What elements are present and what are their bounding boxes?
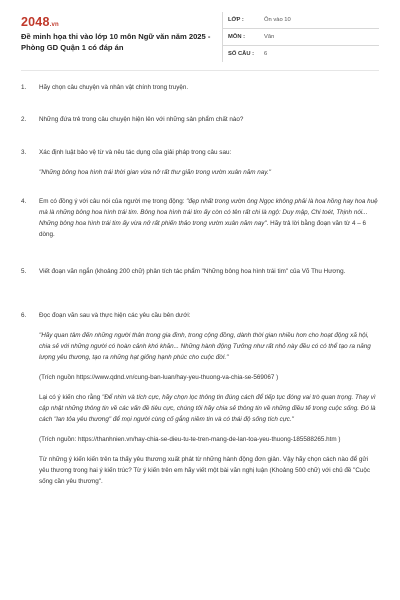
meta-value: Văn (264, 34, 275, 40)
question-number: 3. (21, 149, 27, 156)
question-prompt: Viết đoạn văn ngắn (khoảng 200 chữ) phân tích tác phẩm "Những bông hoa hình trái tim" của Võ Thu Hương. (39, 268, 346, 275)
question-text (39, 147, 379, 178)
question-prompt: Xác định luật bảo vệ từ và nêu tác dụng của giải pháp trong câu sau: (39, 149, 232, 156)
question-prompt (39, 196, 379, 240)
meta-row-count (223, 46, 379, 62)
essay-prompt: Từ những ý kiến kiến trên ta thấy yêu thương xuất phát từ những hành động đơn giản. Vậy hãy chọn cách nào để gửi yêu thương trong hai ý kiến trúc? Từ ý kiến trên em hãy viết một bài văn nghị luận (Khoảng 500 chữ) với chủ đề "Cuộc sống cần yêu thương". (39, 456, 371, 485)
meta-key: LỚP : (228, 17, 244, 23)
question-prompt: Những đứa trẻ trong câu chuyện hiện lên với những sản phẩm chất nào? (39, 116, 244, 123)
question-number: 2. (21, 116, 27, 123)
meta-value: 6 (264, 51, 268, 57)
document-title: Đề minh họa thi vào lớp 10 môn Ngữ văn năm 2025 - Phòng GD Quận 1 có đáp án (21, 32, 211, 52)
prompt-quote: "đẹp nhất trong vườn ông Ngọc không phải là hoa hồng hay hoa huệ mà là những bông hoa hình trái tim. Bông hoa hình trái tim ấy còn có tên rất chi là ngộ: Duy mập, Chi toét, Thịnh nói... Những bông hoa hình trái tim ấy vừa nở rất phiến thảo trong vườn xuân năm nay" (39, 198, 378, 227)
site-logo[interactable] (21, 15, 59, 32)
passage-source-1: (Trích nguồn https://www.qdnd.vn/cung-ban-luan/hay-yeu-thuong-va-chia-se-569067 ) (39, 374, 279, 381)
question-text (39, 310, 379, 487)
question-text (39, 114, 379, 125)
passage-quote-1: "Hãy quan tâm đến những người thân trong gia đình, trong cộng đồng, dành thời gian nhiều hơn cho hoạt động xã hội, chia sẻ với những người có hoàn cảnh khó khăn... Những hành động Tưởng như rất nhỏ này đều có có thể tạo ra năng lượng yêu thương, tạo ra những hạt giống hạnh phúc cho cuộc đời." (39, 332, 371, 361)
meta-value: Ôn vào 10 (264, 17, 291, 23)
prompt-end: . Hãy trả lời bằng đoạn văn từ 4 – 6 dòng. (39, 220, 367, 238)
question-number: 1. (21, 84, 27, 91)
passage-source-2: (Trích nguồn: https://thanhnien.vn/hay-chia-se-dieu-tu-te-tren-mang-de-lan-toa-yeu-thuong-185588265.htm ) (39, 436, 341, 443)
exam-meta-table (222, 12, 379, 62)
page-header (0, 0, 400, 66)
question-text (39, 82, 379, 93)
question-prompt: Hãy chọn câu chuyện và nhân vật chính trong truyện. (39, 84, 189, 91)
question-intro: Đọc đoạn văn sau và thực hiện các yêu cầu bên dưới: (39, 312, 191, 319)
meta-row-class (223, 12, 379, 29)
question-text (39, 196, 379, 240)
question-number: 5. (21, 268, 27, 275)
meta-row-subject (223, 29, 379, 46)
question-text (39, 266, 379, 277)
meta-key: MÔN : (228, 34, 246, 40)
question-quote: "Những bông hoa hình trái thời gian vừa nở rất thư giãn trong vườn xuân năm nay." (39, 169, 271, 176)
header-divider (21, 70, 379, 71)
passage-paragraph-2 (39, 392, 379, 425)
paragraph-start: Lại có ý kiến cho rằng (39, 394, 103, 401)
meta-key: SỐ CÂU : (228, 51, 255, 57)
question-number: 4. (21, 198, 27, 205)
question-number: 6. (21, 312, 27, 319)
paragraph-quote: "Để nhìn và tích cực, hãy chọn lọc thông tin đúng cách để tiếp tục đóng vai trò quan trọng. Thay vì cập nhật những thông tin về các vấn đề tiêu cực, chúng tôi hãy chia sẻ thông tin về những điều tế trong cuộc sống. Đó là cách "lan tỏa yêu thương" để mọi người cùng cố gắng niềm tin và có thái độ sống tích cực." (39, 394, 376, 423)
logo-suffix: .vn (49, 22, 59, 28)
logo-main: 2048 (21, 15, 50, 29)
prompt-start: Em có đồng ý với câu nói của người mẹ trong động: (39, 198, 187, 205)
